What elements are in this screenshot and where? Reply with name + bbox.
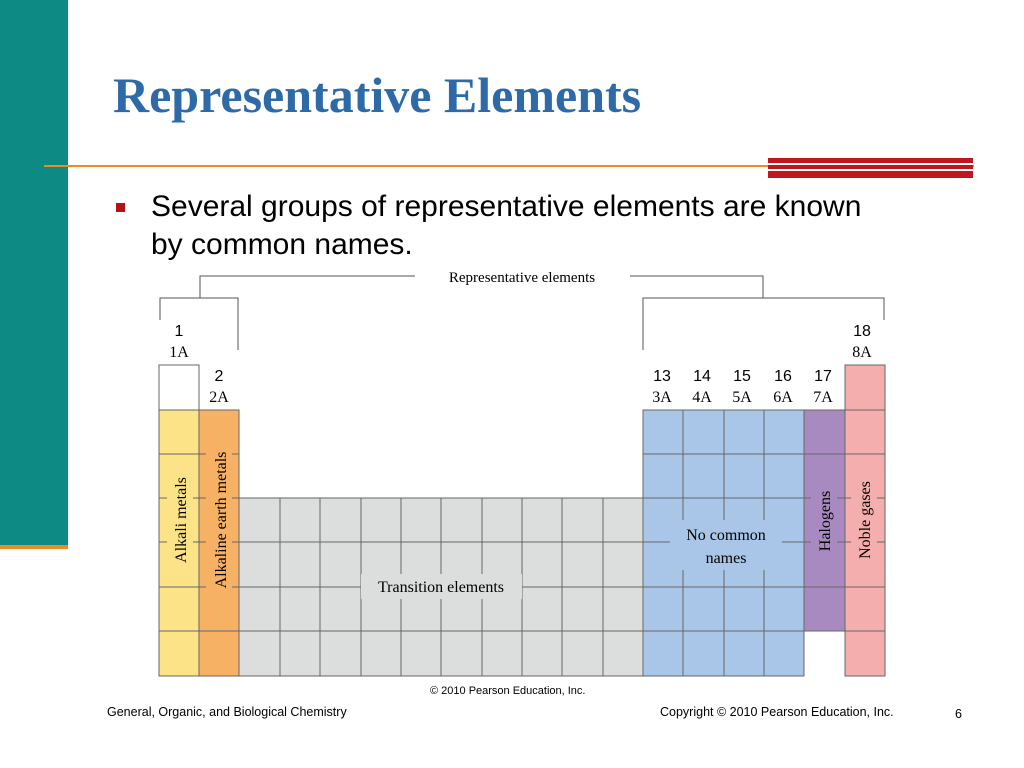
halogens-label: Halogens bbox=[817, 490, 834, 552]
element-cell bbox=[159, 587, 199, 631]
element-cell bbox=[280, 587, 320, 631]
element-cell bbox=[199, 631, 239, 676]
element-cell bbox=[522, 498, 562, 542]
element-cell bbox=[280, 498, 320, 542]
group-1-label: 1A bbox=[169, 344, 189, 361]
element-cell bbox=[522, 542, 562, 587]
element-cell bbox=[482, 498, 522, 542]
group-headers bbox=[169, 323, 872, 406]
element-cell bbox=[603, 498, 643, 542]
noble-gases-label: Noble gases bbox=[857, 481, 874, 559]
element-cell bbox=[845, 587, 885, 631]
element-cell bbox=[603, 631, 643, 676]
alkali-metals-label: Alkali metals bbox=[173, 477, 190, 563]
group-1-number: 1 bbox=[174, 323, 184, 340]
element-cell bbox=[401, 631, 441, 676]
group-15-label: 5A bbox=[732, 389, 752, 406]
element-cell bbox=[845, 365, 885, 410]
element-cell bbox=[482, 631, 522, 676]
footer-copyright: Copyright © 2010 Pearson Education, Inc. bbox=[660, 705, 894, 719]
element-cell bbox=[724, 410, 764, 454]
slide-title: Representative Elements bbox=[113, 67, 642, 123]
element-cell bbox=[159, 631, 199, 676]
element-cell bbox=[683, 631, 724, 676]
element-cell bbox=[724, 587, 764, 631]
element-cell bbox=[683, 454, 724, 498]
element-cell bbox=[320, 542, 361, 587]
element-cell bbox=[280, 631, 320, 676]
element-cell bbox=[845, 631, 885, 676]
element-cell bbox=[320, 587, 361, 631]
group-18-label: 8A bbox=[852, 344, 872, 361]
element-cell bbox=[643, 587, 683, 631]
element-cell bbox=[603, 587, 643, 631]
element-cell bbox=[239, 498, 280, 542]
alkaline-earth-metals-label: Alkaline earth metals bbox=[213, 451, 230, 589]
element-cell bbox=[361, 498, 401, 542]
footer-course-title: General, Organic, and Biological Chemistry bbox=[107, 705, 347, 719]
group-17-label: 7A bbox=[813, 389, 833, 406]
group-13-label: 3A bbox=[652, 389, 672, 406]
element-cell bbox=[361, 631, 401, 676]
group-16-label: 6A bbox=[773, 389, 793, 406]
group-15-number: 15 bbox=[733, 368, 751, 385]
element-cell bbox=[441, 631, 482, 676]
group-17-number: 17 bbox=[814, 368, 832, 385]
group-14-label: 4A bbox=[692, 389, 712, 406]
page-number: 6 bbox=[955, 707, 962, 721]
element-cell bbox=[643, 410, 683, 454]
element-cell bbox=[804, 587, 845, 631]
element-cell bbox=[239, 587, 280, 631]
element-cell bbox=[401, 498, 441, 542]
element-cell bbox=[764, 410, 804, 454]
no-common-names-label-line-1: No common bbox=[686, 527, 766, 544]
element-cell bbox=[320, 498, 361, 542]
element-cell bbox=[683, 410, 724, 454]
element-cell bbox=[643, 454, 683, 498]
group-16-number: 16 bbox=[774, 368, 792, 385]
element-cell bbox=[239, 542, 280, 587]
element-cell bbox=[441, 498, 482, 542]
bullet-text: Several groups of representative elements are known by common names. bbox=[151, 190, 862, 261]
representative-bracket bbox=[160, 276, 884, 350]
element-cell bbox=[764, 587, 804, 631]
element-cell bbox=[603, 542, 643, 587]
element-cell bbox=[562, 631, 603, 676]
element-cell bbox=[764, 454, 804, 498]
group-18-number: 18 bbox=[853, 323, 871, 340]
no-common-names-label-line-2: names bbox=[705, 550, 747, 567]
element-cell bbox=[280, 542, 320, 587]
element-cell bbox=[683, 587, 724, 631]
element-cell bbox=[562, 587, 603, 631]
element-cell bbox=[764, 631, 804, 676]
element-cell bbox=[562, 498, 603, 542]
transition-elements-label: Transition elements bbox=[377, 579, 505, 596]
element-cell bbox=[320, 631, 361, 676]
element-cell bbox=[845, 410, 885, 454]
group-2-label: 2A bbox=[209, 389, 229, 406]
group-13-number: 13 bbox=[653, 368, 671, 385]
element-cell bbox=[159, 410, 199, 454]
element-cell bbox=[522, 587, 562, 631]
element-cell bbox=[239, 631, 280, 676]
element-cell bbox=[724, 631, 764, 676]
group-14-number: 14 bbox=[693, 368, 711, 385]
element-cell bbox=[724, 454, 764, 498]
element-cell bbox=[562, 542, 603, 587]
element-cell bbox=[522, 631, 562, 676]
element-cell bbox=[804, 410, 845, 454]
representative-bracket-label: Representative elements bbox=[448, 270, 596, 286]
group-2-number: 2 bbox=[214, 368, 224, 385]
element-cell bbox=[643, 631, 683, 676]
element-cell bbox=[159, 365, 199, 410]
figure-credit: © 2010 Pearson Education, Inc. bbox=[430, 685, 586, 697]
